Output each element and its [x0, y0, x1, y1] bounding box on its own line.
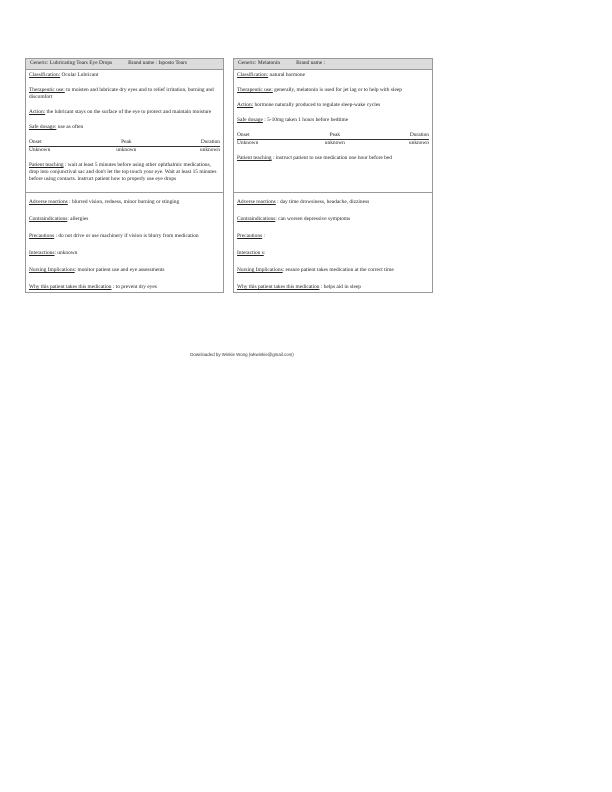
duration-header: Duration — [158, 139, 220, 147]
card-header — [234, 59, 432, 70]
onset-header: Onset — [29, 139, 95, 147]
peak-header: Peak — [95, 139, 157, 147]
adverse-reactions: Adverse reactions : blurred vision, redness, minor burning or stinging — [29, 199, 180, 205]
peak-header: Peak — [303, 132, 366, 140]
peak-value: unknown — [324, 140, 345, 147]
brand-name: Brand name : Isposto Tears — [128, 60, 187, 67]
card-front-section — [234, 70, 432, 193]
therapeutic-use: Therapeutic use: to moisten and lubricate dry eyes and to relief irritation, burning and discomfort — [29, 87, 214, 101]
contraindications: Contraindications: allergies — [29, 216, 89, 223]
action: Action: the lubricant stays on the surface of the eye to protect and maintain moisture — [29, 109, 212, 116]
duration-value: unknown — [199, 147, 220, 154]
action: Action: hormone naturally produced to regulate sleep-wake cycles — [237, 102, 381, 109]
drug-card-lubricating-tears — [25, 58, 224, 293]
onset-value: Unknown — [237, 140, 259, 147]
why-patient-takes: Why this patient takes this medication : helps aid in sleep — [237, 284, 361, 291]
classification: Classification: natural hormone — [237, 72, 305, 78]
pharmacokinetics-table — [237, 132, 429, 147]
patient-teaching: Patient teaching : wait at least 5 minutes before using other ophthalmic medications, drop into conjunctival sac and don't let the top touch your eye. Wait at least 15 minutes before using contacts. instruct patient how to properly use eye drops — [29, 162, 217, 183]
contraindications: Contraindications: can worsen depressive symptoms — [237, 216, 351, 223]
peak-value: unknown — [116, 147, 137, 154]
card-header — [26, 59, 223, 70]
therapeutic-use: Therapeutic use: generally, melatonin is used for jet lag or to help with sleep — [237, 87, 402, 94]
duration-value: unknown — [408, 140, 429, 147]
nursing-implications: Nursing Implications: ensure patient takes medication at the correct time — [237, 267, 394, 274]
onset-value: Unknown — [29, 147, 51, 154]
card-back-section — [234, 193, 432, 293]
why-patient-takes: Why this patient takes this medication : to prevent dry eyes — [29, 284, 157, 291]
precautions: Precautions : do not drive or use machinery if vision is blurry from medication — [29, 233, 199, 240]
card-back-section — [26, 193, 223, 293]
card-front-section — [26, 70, 223, 193]
adverse-reactions: Adverse reactions : day time drowsiness, headache, dizziness — [237, 199, 370, 205]
patient-teaching: Patient teaching : instruct patient to use medication one hour before bed — [237, 155, 392, 162]
classification: Classification: Ocular Lubricant — [29, 72, 99, 78]
duration-header: Duration — [366, 132, 429, 140]
nursing-implications: Nursing Implications: monitor patient use and eye assessments — [29, 267, 165, 274]
interactions: Interactions: unknown — [29, 250, 78, 257]
brand-name: Brand name : — [296, 60, 326, 67]
safe-dosage: Safe dosage : 5-10mg taken 1 hours before bedtime — [237, 117, 349, 124]
pharmacokinetics-table — [29, 139, 220, 154]
interactions: Interaction s: — [237, 250, 266, 257]
generic-name: Generic: Lubricating Tears Eye Drops — [30, 60, 113, 67]
download-footer: Downloaded by Winkie Wong (wkwinkie@gmail.com) — [190, 352, 294, 357]
onset-header: Onset — [237, 132, 303, 140]
safe-dosage: Safe dosage: use as often — [29, 124, 84, 131]
drug-card-melatonin — [233, 58, 433, 293]
generic-name: Generic: Melatonin — [238, 60, 281, 67]
precautions: Precautions : — [237, 233, 266, 240]
